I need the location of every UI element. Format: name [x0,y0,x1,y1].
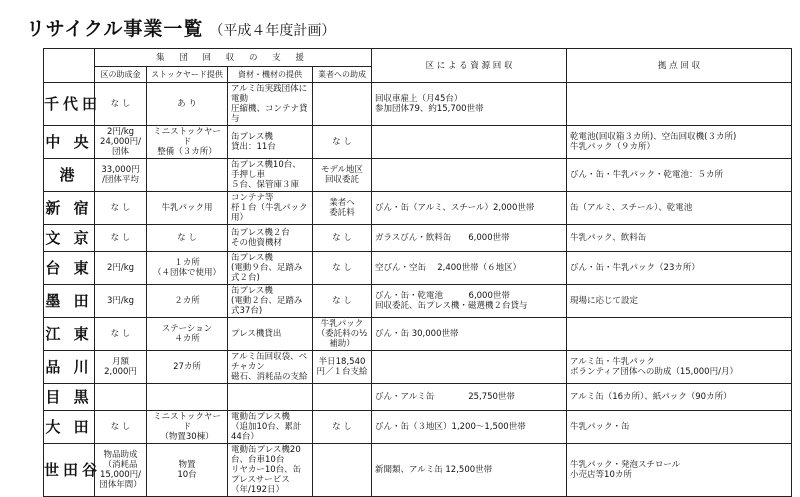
ward-collection-cell: 空びん・空缶 2,400世帯（６地区） [372,252,567,285]
materials-cell: コンテナ等 杼１台（牛乳パック用） [228,192,313,225]
table-row [44,126,792,159]
stockyard-cell: 牛乳パック用 [147,192,228,225]
page-title-text: リサイクル事業一覧 [26,18,204,40]
stockyard-cell [147,384,228,411]
vendor-cell: 半日18,540 円／１台支給 [313,351,372,384]
subheader-materials: 資材・機材の提供 [228,67,313,83]
table-row [44,351,792,384]
base-collection-cell: 牛乳パック・缶 [567,411,792,444]
subheader-vendor-subsidy: 業者への助成 [313,67,372,83]
ward-name: 品 川 [44,351,95,384]
ward-collection-cell: ガラスびん・飲料缶 6,000世帯 [372,225,567,252]
subsidy-cell: 33,000円 /団体平均 [95,159,147,192]
ward-name: 墨 田 [44,285,95,318]
materials-cell: 電動缶プレス機 （追加10台、累計44台） [228,411,313,444]
vendor-cell: 牛乳パック （委託料の½補助） [313,318,372,351]
table-row [44,192,792,225]
subsidy-cell: 物品助成（消耗品 15,000円/団体年間） [95,444,147,497]
base-collection-cell [567,318,792,351]
vendor-cell [313,83,372,126]
ward-collection-cell: 新聞類、アルミ缶 12,500世帯 [372,444,567,497]
vendor-cell [313,384,372,411]
vendor-cell: な し [313,225,372,252]
stockyard-cell: ２カ所 [147,285,228,318]
materials-cell: 電動缶プレス機20台、台車10台 リヤカー10台、缶プレスサービス（年/192日） [228,444,313,497]
header-row [44,49,792,67]
ward-collection-cell [372,351,567,384]
stockyard-cell: １カ所 （４団体で使用） [147,252,228,285]
vendor-cell: な し [313,285,372,318]
subsidy-cell: 3円/kg [95,285,147,318]
base-collection-cell: 乾電池(回収箱３カ所)、空缶回収機(３カ所) 牛乳パック（９カ所） [567,126,792,159]
table-row [44,83,792,126]
group-support-header: 集 団 回 収 の 支 援 [95,49,372,67]
vendor-cell: モデル地区 回収委託 [313,159,372,192]
subheader-subsidy: 区の助成金 [95,67,147,83]
vendor-cell [313,444,372,497]
materials-cell: 缶プレス機 (電動９台、足踏み式２台) [228,252,313,285]
ward-resource-header: 区 に よ る 資 源 回 収 [372,49,567,83]
table-row [44,384,792,411]
ward-name: 千代田 [44,83,95,126]
materials-cell [228,384,313,411]
ward-collection-cell: びん・缶・乾電池 6,000世帯 回収委託、缶プレス機・磁選機２台貸与 [372,285,567,318]
ward-name: 世田谷 [44,444,95,497]
table-row [44,159,792,192]
ward-collection-cell: びん・缶（アルミ、スチール）2,000世帯 [372,192,567,225]
base-collection-cell: アルミ缶（16カ所）、紙パック（90カ所） [567,384,792,411]
stockyard-cell: ミニストックヤード 整備（３カ所） [147,126,228,159]
ward-collection-cell: びん・缶（３地区）1,200～1,500世帯 [372,411,567,444]
base-collection-cell: アルミ缶・牛乳パック ボランティア団体への助成（15,000円/月） [567,351,792,384]
table-row [44,285,792,318]
materials-cell: 缶プレス機 (電動２台、足踏み式37台) [228,285,313,318]
subsidy-cell: な し [95,192,147,225]
ward-name: 港 [44,159,95,192]
vendor-cell: な し [313,126,372,159]
table-row [44,318,792,351]
ward-name: 文 京 [44,225,95,252]
ward-collection-cell [372,126,567,159]
subsidy-cell: 月額 2,000円 [95,351,147,384]
stockyard-cell: 27カ所 [147,351,228,384]
ward-name: 江 東 [44,318,95,351]
materials-cell: 缶プレス機10台、手押し車 ５台、保管庫３庫 [228,159,313,192]
table-row [44,444,792,497]
vendor-cell: な し [313,411,372,444]
materials-cell: アルミ缶回収袋、ペチャカン 磁石、消耗品の支給 [228,351,313,384]
subsidy-cell: 2円/kg 24,000円/団体 [95,126,147,159]
stockyard-cell: な し [147,225,228,252]
materials-cell: アルミ缶実践団体に電動 圧縮機、コンテナ貸与 [228,83,313,126]
subsidy-cell: な し [95,411,147,444]
ward-collection-cell: びん・缶 30,000世帯 [372,318,567,351]
ward-name: 新 宿 [44,192,95,225]
stockyard-cell: 物置 10台 [147,444,228,497]
table-row [44,411,792,444]
base-collection-cell: 缶（アルミ、スチール）、乾電池 [567,192,792,225]
stockyard-cell [147,159,228,192]
base-collection-cell: びん・缶・牛乳パック・乾電池：５カ所 [567,159,792,192]
subsidy-cell: な し [95,318,147,351]
ward-name: 目 黒 [44,384,95,411]
stockyard-cell: ミニストックヤード （物置30棟） [147,411,228,444]
base-collection-cell: びん・缶・牛乳パック（23カ所） [567,252,792,285]
table-row [44,225,792,252]
subsidy-cell: な し [95,225,147,252]
ward-name: 大 田 [44,411,95,444]
page-subtitle: （平成４年度計画） [209,23,336,39]
vendor-cell: 業者へ 委託料 [313,192,372,225]
subsidy-cell [95,384,147,411]
base-collection-header: 拠 点 回 収 [567,49,792,83]
subsidy-cell: 2円/kg [95,252,147,285]
base-collection-cell: 牛乳パック・発泡スチロール 小売店等10カ所 [567,444,792,497]
materials-cell: プレス機貸出 [228,318,313,351]
stockyard-cell: ステーション ４カ所 [147,318,228,351]
base-collection-cell: 現場に応じて設定 [567,285,792,318]
table-row [44,252,792,285]
stockyard-cell: あ り [147,83,228,126]
base-collection-cell: 牛乳パック、飲料缶 [567,225,792,252]
materials-cell: 缶プレス機２台 その他資機材 [228,225,313,252]
base-collection-cell [567,83,792,126]
ward-header-cell [44,49,95,83]
ward-name: 中 央 [44,126,95,159]
recycling-table [43,48,792,497]
ward-collection-cell: びん・アルミ缶 25,750世帯 [372,384,567,411]
ward-name: 台 東 [44,252,95,285]
subsidy-cell: な し [95,83,147,126]
ward-collection-cell: 回収車雇上（月45台） 参加団体79、約15,700世帯 [372,83,567,126]
subheader-stockyard: ストックヤード提供 [147,67,228,83]
ward-collection-cell [372,159,567,192]
page-title [26,14,335,41]
materials-cell: 缶プレス機 貸出：11台 [228,126,313,159]
vendor-cell: な し [313,252,372,285]
